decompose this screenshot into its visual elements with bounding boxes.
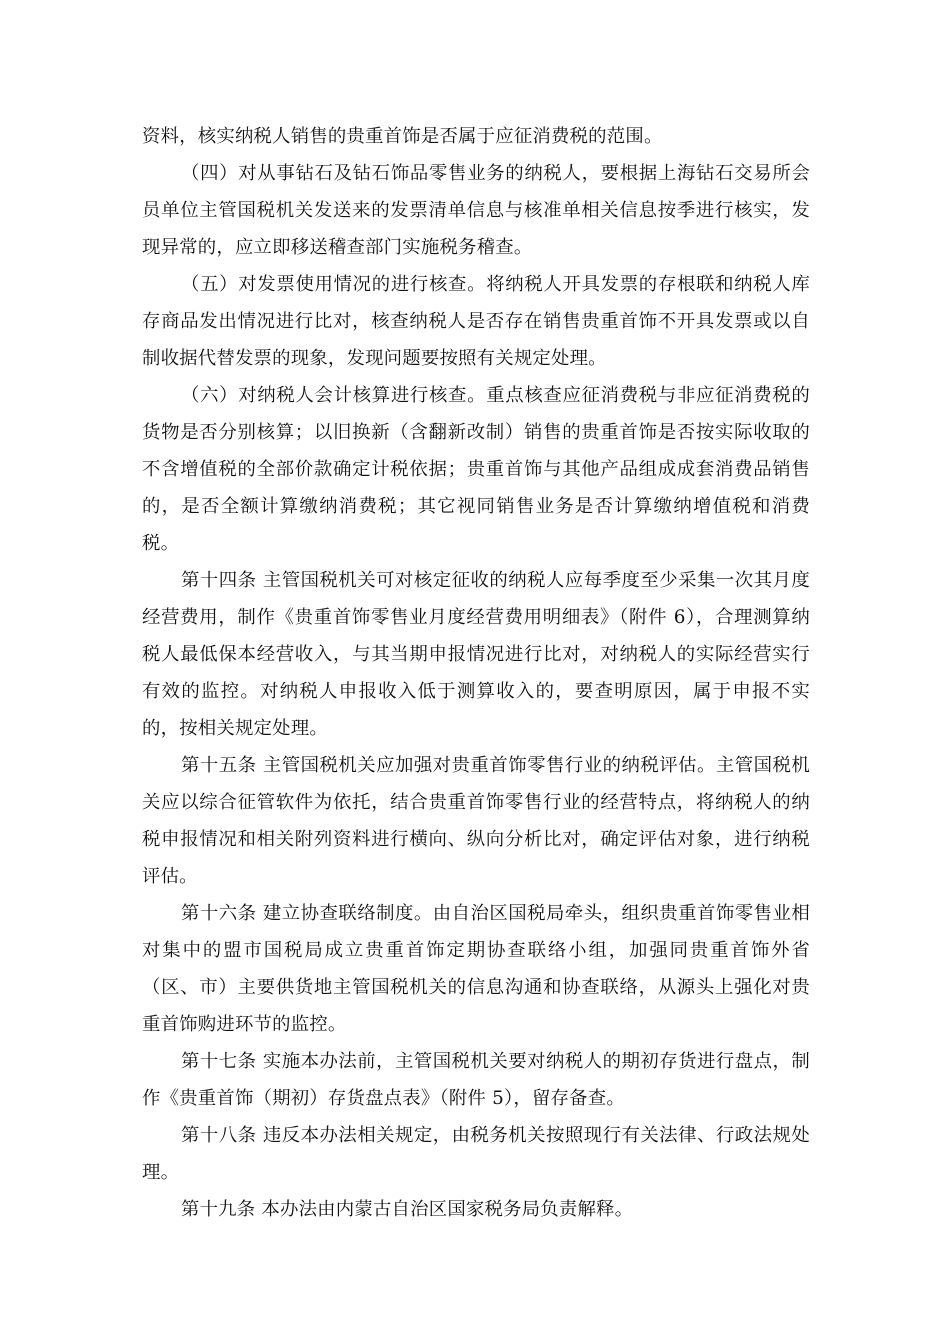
paragraph-item-4: （四）对从事钻石及钻石饰品零售业务的纳税人，要根据上海钻石交易所会员单位主管国税机关发送来的发票清单信息与核准单相关信息按季进行核实，发现异常的，应立即移送稽查部门实施税务稽查。 (142, 163, 810, 258)
document-body (142, 118, 810, 1228)
paragraph-article-19: 第十九条 本办法由内蒙古自治区国家税务局负责解释。 (181, 1199, 634, 1220)
paragraph-item-5: （五）对发票使用情况的进行核查。将纳税人开具发票的存根联和纳税人库存商品发出情况进行比对，核查纳税人是否存在销售贵重首饰不开具发票或以自制收据代替发票的现象，发现问题要按照有关规定处理。 (142, 274, 810, 369)
paragraph-article-15: 第十五条 主管国税机关应加强对贵重首饰零售行业的纳税评估。主管国税机关应以综合征管软件为依托，结合贵重首饰零售行业的经营特点，将纳税人的纳税申报情况和相关附列资料进行横向、纵向分析比对，确定评估对象，进行纳税评估。 (142, 755, 810, 887)
paragraph-item-6: （六）对纳税人会计核算进行核查。重点核查应征消费税与非应征消费税的货物是否分别核算；以旧换新（含翻新改制）销售的贵重首饰是否按实际收取的不含增值税的全部价款确定计税依据；贵重首饰与其他产品组成成套消费品销售的，是否全额计算缴纳消费税；其它视同销售业务是否计算缴纳增值税和消费税。 (142, 385, 810, 554)
paragraph-article-18: 第十八条 违反本办法相关规定，由税务机关按照现行有关法律、行政法规处理。 (142, 1125, 810, 1183)
paragraph-article-14: 第十四条 主管国税机关可对核定征收的纳税人应每季度至少采集一次其月度经营费用，制作《贵重首饰零售业月度经营费用明细表》（附件 6），合理测算纳税人最低保本经营收入，与其当期申报情况进行比对，对纳税人的实际经营实行有效的监控。对纳税人申报收入低于测算收入的，要查明原因，属于申报不实的，按相关规定处理。 (142, 570, 810, 739)
paragraph-article-17: 第十七条 实施本办法前，主管国税机关要对纳税人的期初存货进行盘点，制作《贵重首饰（期初）存货盘点表》（附件 5），留存备查。 (142, 1051, 810, 1109)
paragraph-article-16: 第十六条 建立协查联络制度。由自治区国税局牵头，组织贵重首饰零售业相对集中的盟市国税局成立贵重首饰定期协查联络小组，加强同贵重首饰外省（区、市）主要供货地主管国税机关的信息沟通和协查联络，从源头上强化对贵重首饰购进环节的监控。 (142, 903, 810, 1035)
paragraph-continued: 资料，核实纳税人销售的贵重首饰是否属于应征消费税的范围。 (142, 126, 663, 147)
